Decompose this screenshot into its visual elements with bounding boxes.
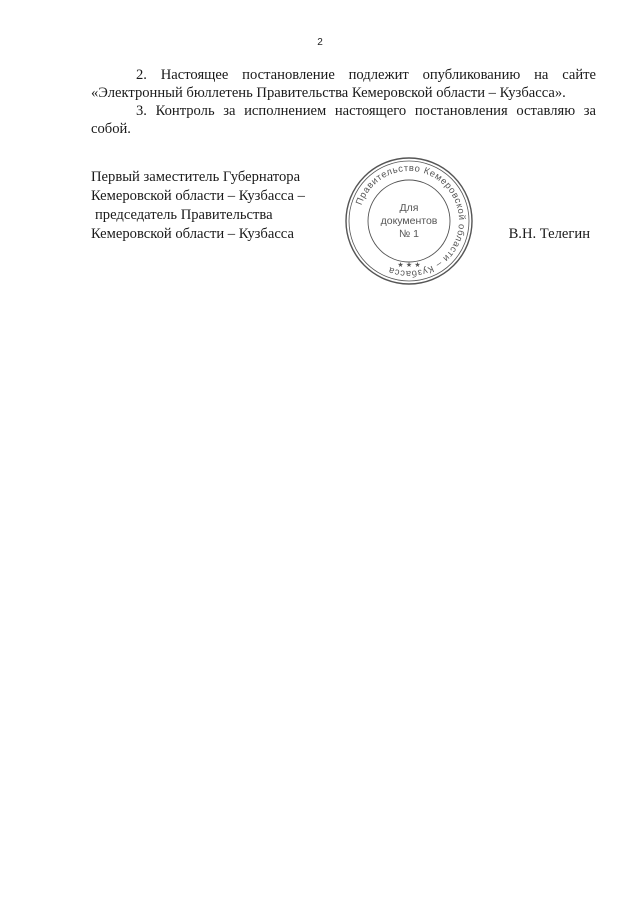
seal-ring-text: Правительство Кемеровской области – Кузбасса bbox=[352, 161, 469, 281]
position-line: Первый заместитель Губернатора bbox=[91, 169, 301, 185]
official-seal-stamp bbox=[343, 155, 475, 287]
seal-center-line: № 1 bbox=[398, 228, 420, 240]
page-number: 2 bbox=[317, 37, 323, 48]
seal-center-line: Для bbox=[399, 202, 419, 214]
seal-icon bbox=[343, 155, 475, 287]
paragraph-publication: 2. Настоящее постановление подлежит опубликованию на сайте «Электронный бюллетень Правительства Кемеровской области – Кузбасса». bbox=[91, 67, 596, 101]
signatory-position bbox=[91, 168, 331, 244]
position-line: Кемеровской области – Кузбасса bbox=[91, 226, 294, 242]
paragraph-control: 3. Контроль за исполнением настоящего постановления оставляю за собой. bbox=[91, 103, 596, 137]
seal-center-line: документов bbox=[380, 215, 438, 227]
seal-stars-icon: ★ ★ ★ bbox=[397, 261, 421, 269]
document-body bbox=[91, 66, 596, 138]
position-line: председатель Правительства bbox=[95, 207, 273, 223]
signer-name: В.Н. Телегин bbox=[508, 226, 590, 242]
position-line: Кемеровской области – Кузбасса – bbox=[91, 188, 305, 204]
